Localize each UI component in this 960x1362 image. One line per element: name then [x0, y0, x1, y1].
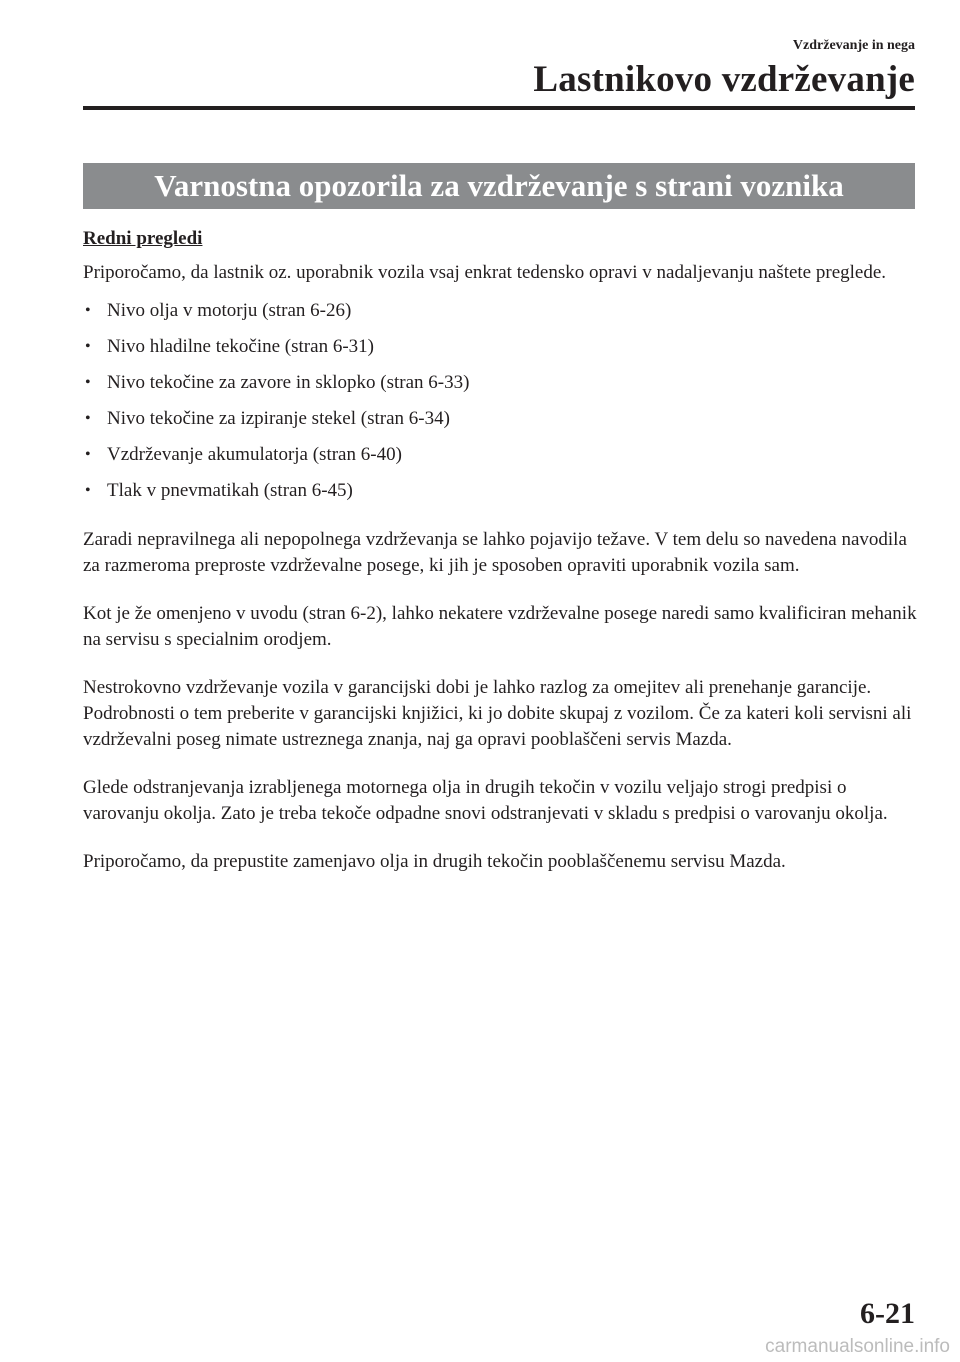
intro-paragraph: Priporočamo, da lastnik oz. uporabnik vozila vsaj enkrat tedensko opravi v nadaljevanju naštete preglede.	[83, 262, 887, 283]
list-item-text: Tlak v pnevmatikah (stran 6-45)	[107, 480, 353, 501]
list-item-text: Nivo olja v motorju (stran 6-26)	[107, 300, 352, 321]
paragraph-warranty: Nestrokovno vzdrževanje vozila v garancijski dobi je lahko razlog za omejitev ali prenehanje garancije. Podrobnosti o tem preberite v garancijski knjižici, ki jo dobite skupaj z vozilom. Če za kateri koli servisni ali vzdrževalni poseg nimate ustreznega znanja, naj ga opravi pooblaščeni servis Mazda.	[83, 677, 912, 750]
page-number: 6-21	[860, 1297, 915, 1330]
running-header-chapter: Vzdrževanje in nega	[792, 38, 915, 53]
paragraph-qualified-mechanic: Kot je že omenjeno v uvodu (stran 6-2), lahko nekatere vzdrževalne posege naredi samo kvalificiran mehanik na servisu s specialnim orodjem.	[83, 603, 917, 650]
bullet-icon: •	[85, 410, 91, 427]
list-item-text: Vzdrževanje akumulatorja (stran 6-40)	[107, 444, 402, 465]
list-item	[83, 442, 918, 468]
list-item	[83, 406, 918, 432]
list-item	[83, 478, 918, 504]
page-body	[83, 226, 918, 897]
paragraph-environment: Glede odstranjevanja izrabljenega motornega olja in drugih tekočin v vozilu veljajo strogi predpisi o varovanju okolja. Zato je treba tekoče odpadne snovi odstranjevati v skladu s predpisi o varovanju okolja.	[83, 777, 888, 824]
subheading-regular-checks: Redni pregledi	[83, 228, 203, 249]
list-item	[83, 370, 918, 396]
list-item-text: Nivo tekočine za zavore in sklopko (stran 6-33)	[107, 372, 470, 393]
running-header-section: Lastnikovo vzdrževanje	[533, 59, 915, 100]
paragraph-recommendation: Priporočamo, da prepustite zamenjavo olja in drugih tekočin pooblaščenemu servisu Mazda.	[83, 851, 786, 872]
list-item	[83, 334, 918, 360]
bullet-icon: •	[85, 482, 91, 499]
list-item-text: Nivo hladilne tekočine (stran 6-31)	[107, 336, 374, 357]
section-banner: Varnostna opozorila za vzdrževanje s strani voznika	[83, 163, 915, 209]
header-divider	[83, 106, 915, 110]
checks-list	[83, 298, 918, 504]
bullet-icon: •	[85, 338, 91, 355]
bullet-icon: •	[85, 446, 91, 463]
watermark: carmanualsonline.info	[765, 1336, 950, 1357]
bullet-icon: •	[85, 374, 91, 391]
list-item	[83, 298, 918, 324]
paragraph-improper-maintenance: Zaradi nepravilnega ali nepopolnega vzdrževanja se lahko pojavijo težave. V tem delu so navedena navodila za razmeroma preproste vzdrževalne posege, ki jih je sposoben opraviti uporabnik vozila sam.	[83, 529, 907, 576]
bullet-icon: •	[85, 302, 91, 319]
list-item-text: Nivo tekočine za izpiranje stekel (stran 6-34)	[107, 408, 450, 429]
